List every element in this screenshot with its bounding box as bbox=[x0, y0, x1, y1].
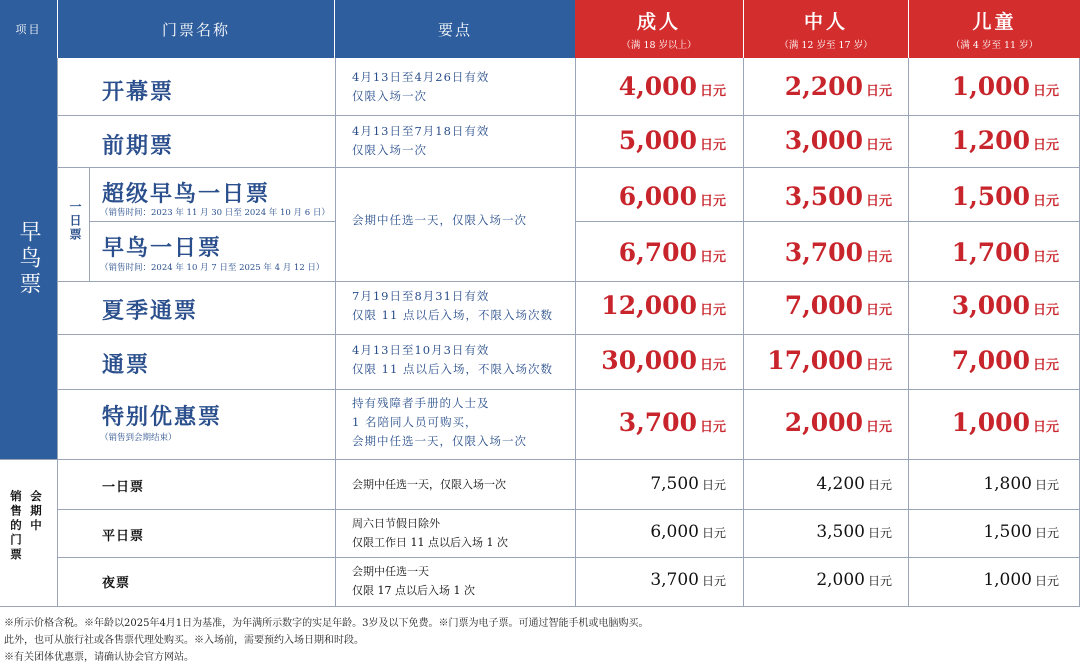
header-adult: 成人 （满 18 岁以上） bbox=[575, 0, 743, 58]
price-child: 1,200 日元 bbox=[951, 126, 1059, 155]
price-adult: 6,000 日元 bbox=[650, 522, 726, 542]
price-adult: 12,000 日元 bbox=[601, 291, 726, 320]
footnote: ※有关团体优惠票，请确认协会官方网站。 bbox=[4, 652, 194, 663]
ticket-points: 4月13日至10月3日有效 仅限 11 点以后入场，不限入场次数 bbox=[352, 343, 553, 376]
one-day-label: 一日票 bbox=[68, 200, 82, 242]
price-child: 1,000 日元 bbox=[951, 72, 1059, 101]
ticket-note: （销售时间：2024 年 10 月 7 日至 2025 年 4 月 12 日） bbox=[100, 263, 325, 273]
price-child: 1,000 日元 bbox=[951, 408, 1059, 437]
header-child: 儿童 （满 4 岁至 11 岁） bbox=[909, 0, 1080, 58]
ticket-name: 特别优惠票 bbox=[102, 404, 223, 430]
divider bbox=[57, 389, 1080, 390]
ticket-name: 一日票 bbox=[102, 480, 145, 495]
ticket-points: 4月13日至4月26日有效 仅限入场一次 bbox=[352, 70, 490, 103]
price-child: 1,500 日元 bbox=[983, 522, 1059, 542]
ticket-name: 平日票 bbox=[102, 529, 145, 544]
divider bbox=[89, 221, 335, 222]
divider bbox=[908, 58, 909, 607]
ticket-points: 会期中任选一天，仅限入场一次 bbox=[352, 478, 506, 491]
price-mid: 2,000 日元 bbox=[816, 570, 892, 590]
header-points: 要点 bbox=[335, 0, 575, 58]
divider bbox=[89, 167, 90, 281]
divider bbox=[57, 334, 1080, 335]
header-mid: 中人 （满 12 岁至 17 岁） bbox=[744, 0, 908, 58]
header-ticket-name: 门票名称 bbox=[58, 0, 334, 58]
price-mid: 3,500 日元 bbox=[816, 522, 892, 542]
ticket-name: 开幕票 bbox=[102, 79, 175, 105]
ticket-name: 夜票 bbox=[102, 576, 131, 591]
price-adult: 5,000 日元 bbox=[618, 126, 726, 155]
ticket-name: 早鸟一日票 bbox=[102, 235, 223, 261]
price-child: 7,000 日元 bbox=[951, 346, 1059, 375]
price-mid: 4,200 日元 bbox=[816, 474, 892, 494]
divider bbox=[57, 557, 1080, 558]
price-mid: 2,000 日元 bbox=[784, 408, 892, 437]
price-child: 1,700 日元 bbox=[951, 238, 1059, 267]
early-bird-label: 早鸟票 bbox=[0, 58, 57, 459]
divider bbox=[57, 58, 58, 607]
divider bbox=[335, 58, 336, 459]
divider bbox=[575, 58, 576, 607]
ticket-note: （销售时间：2023 年 11 月 30 日至 2024 年 10 月 6 日） bbox=[100, 208, 330, 218]
ticket-name: 前期票 bbox=[102, 133, 175, 159]
footnote: 此外，也可从旅行社或各售票代理处购买。※入场前，需要预约入场日期和时段。 bbox=[4, 635, 364, 646]
divider bbox=[0, 459, 1080, 460]
ticket-points: 会期中任选一天 仅限 17 点以后入场 1 次 bbox=[352, 565, 475, 597]
ticket-name: 超级早鸟一日票 bbox=[102, 181, 271, 207]
ticket-points: 7月19日至8月31日有效 仅限 11 点以后入场，不限入场次数 bbox=[352, 289, 553, 322]
ticket-points: 持有残障者手册的人士及 1 名陪同人员可购买， 会期中任选一天，仅限入场一次 bbox=[352, 396, 527, 448]
divider bbox=[57, 115, 1080, 116]
divider bbox=[743, 58, 744, 607]
price-mid: 3,500 日元 bbox=[784, 182, 892, 211]
one-day-points: 会期中任选一天，仅限入场一次 bbox=[352, 213, 527, 227]
price-child: 1,800 日元 bbox=[983, 474, 1059, 494]
price-mid: 17,000 日元 bbox=[767, 346, 892, 375]
ticket-name: 通票 bbox=[102, 352, 151, 378]
ticket-note: （销售到会期结束） bbox=[100, 433, 177, 443]
price-mid: 7,000 日元 bbox=[784, 291, 892, 320]
price-adult: 6,700 日元 bbox=[618, 238, 726, 267]
divider bbox=[57, 167, 1080, 168]
price-child: 1,500 日元 bbox=[951, 182, 1059, 211]
divider bbox=[57, 509, 1080, 510]
footnote: ※所示价格含税。※年龄以2025年4月1日为基准，为年满所示数字的实足年龄。3岁及以下免费。※门票为电子票。可通过智能手机或电脑购买。 bbox=[4, 618, 649, 629]
price-adult: 6,000 日元 bbox=[618, 182, 726, 211]
price-adult: 4,000 日元 bbox=[618, 72, 726, 101]
price-adult: 3,700 日元 bbox=[650, 570, 726, 590]
ticket-points: 4月13日至7月18日有效 仅限入场一次 bbox=[352, 124, 490, 157]
price-child: 3,000 日元 bbox=[951, 291, 1059, 320]
ticket-name: 夏季通票 bbox=[102, 298, 199, 324]
divider bbox=[57, 281, 1080, 282]
price-adult: 3,700 日元 bbox=[618, 408, 726, 437]
divider bbox=[335, 459, 336, 607]
divider bbox=[0, 606, 1080, 607]
price-adult: 30,000 日元 bbox=[601, 346, 726, 375]
price-child: 1,000 日元 bbox=[983, 570, 1059, 590]
ticket-points: 周六日节假日除外 仅限工作日 11 点以后入场 1 次 bbox=[352, 517, 508, 549]
divider bbox=[575, 221, 1080, 222]
during-expo-label: 会期中 销售的门票 bbox=[9, 490, 43, 563]
price-mid: 3,000 日元 bbox=[784, 126, 892, 155]
price-mid: 3,700 日元 bbox=[784, 238, 892, 267]
price-mid: 2,200 日元 bbox=[784, 72, 892, 101]
price-adult: 7,500 日元 bbox=[650, 474, 726, 494]
header-item: 项目 bbox=[0, 0, 57, 58]
